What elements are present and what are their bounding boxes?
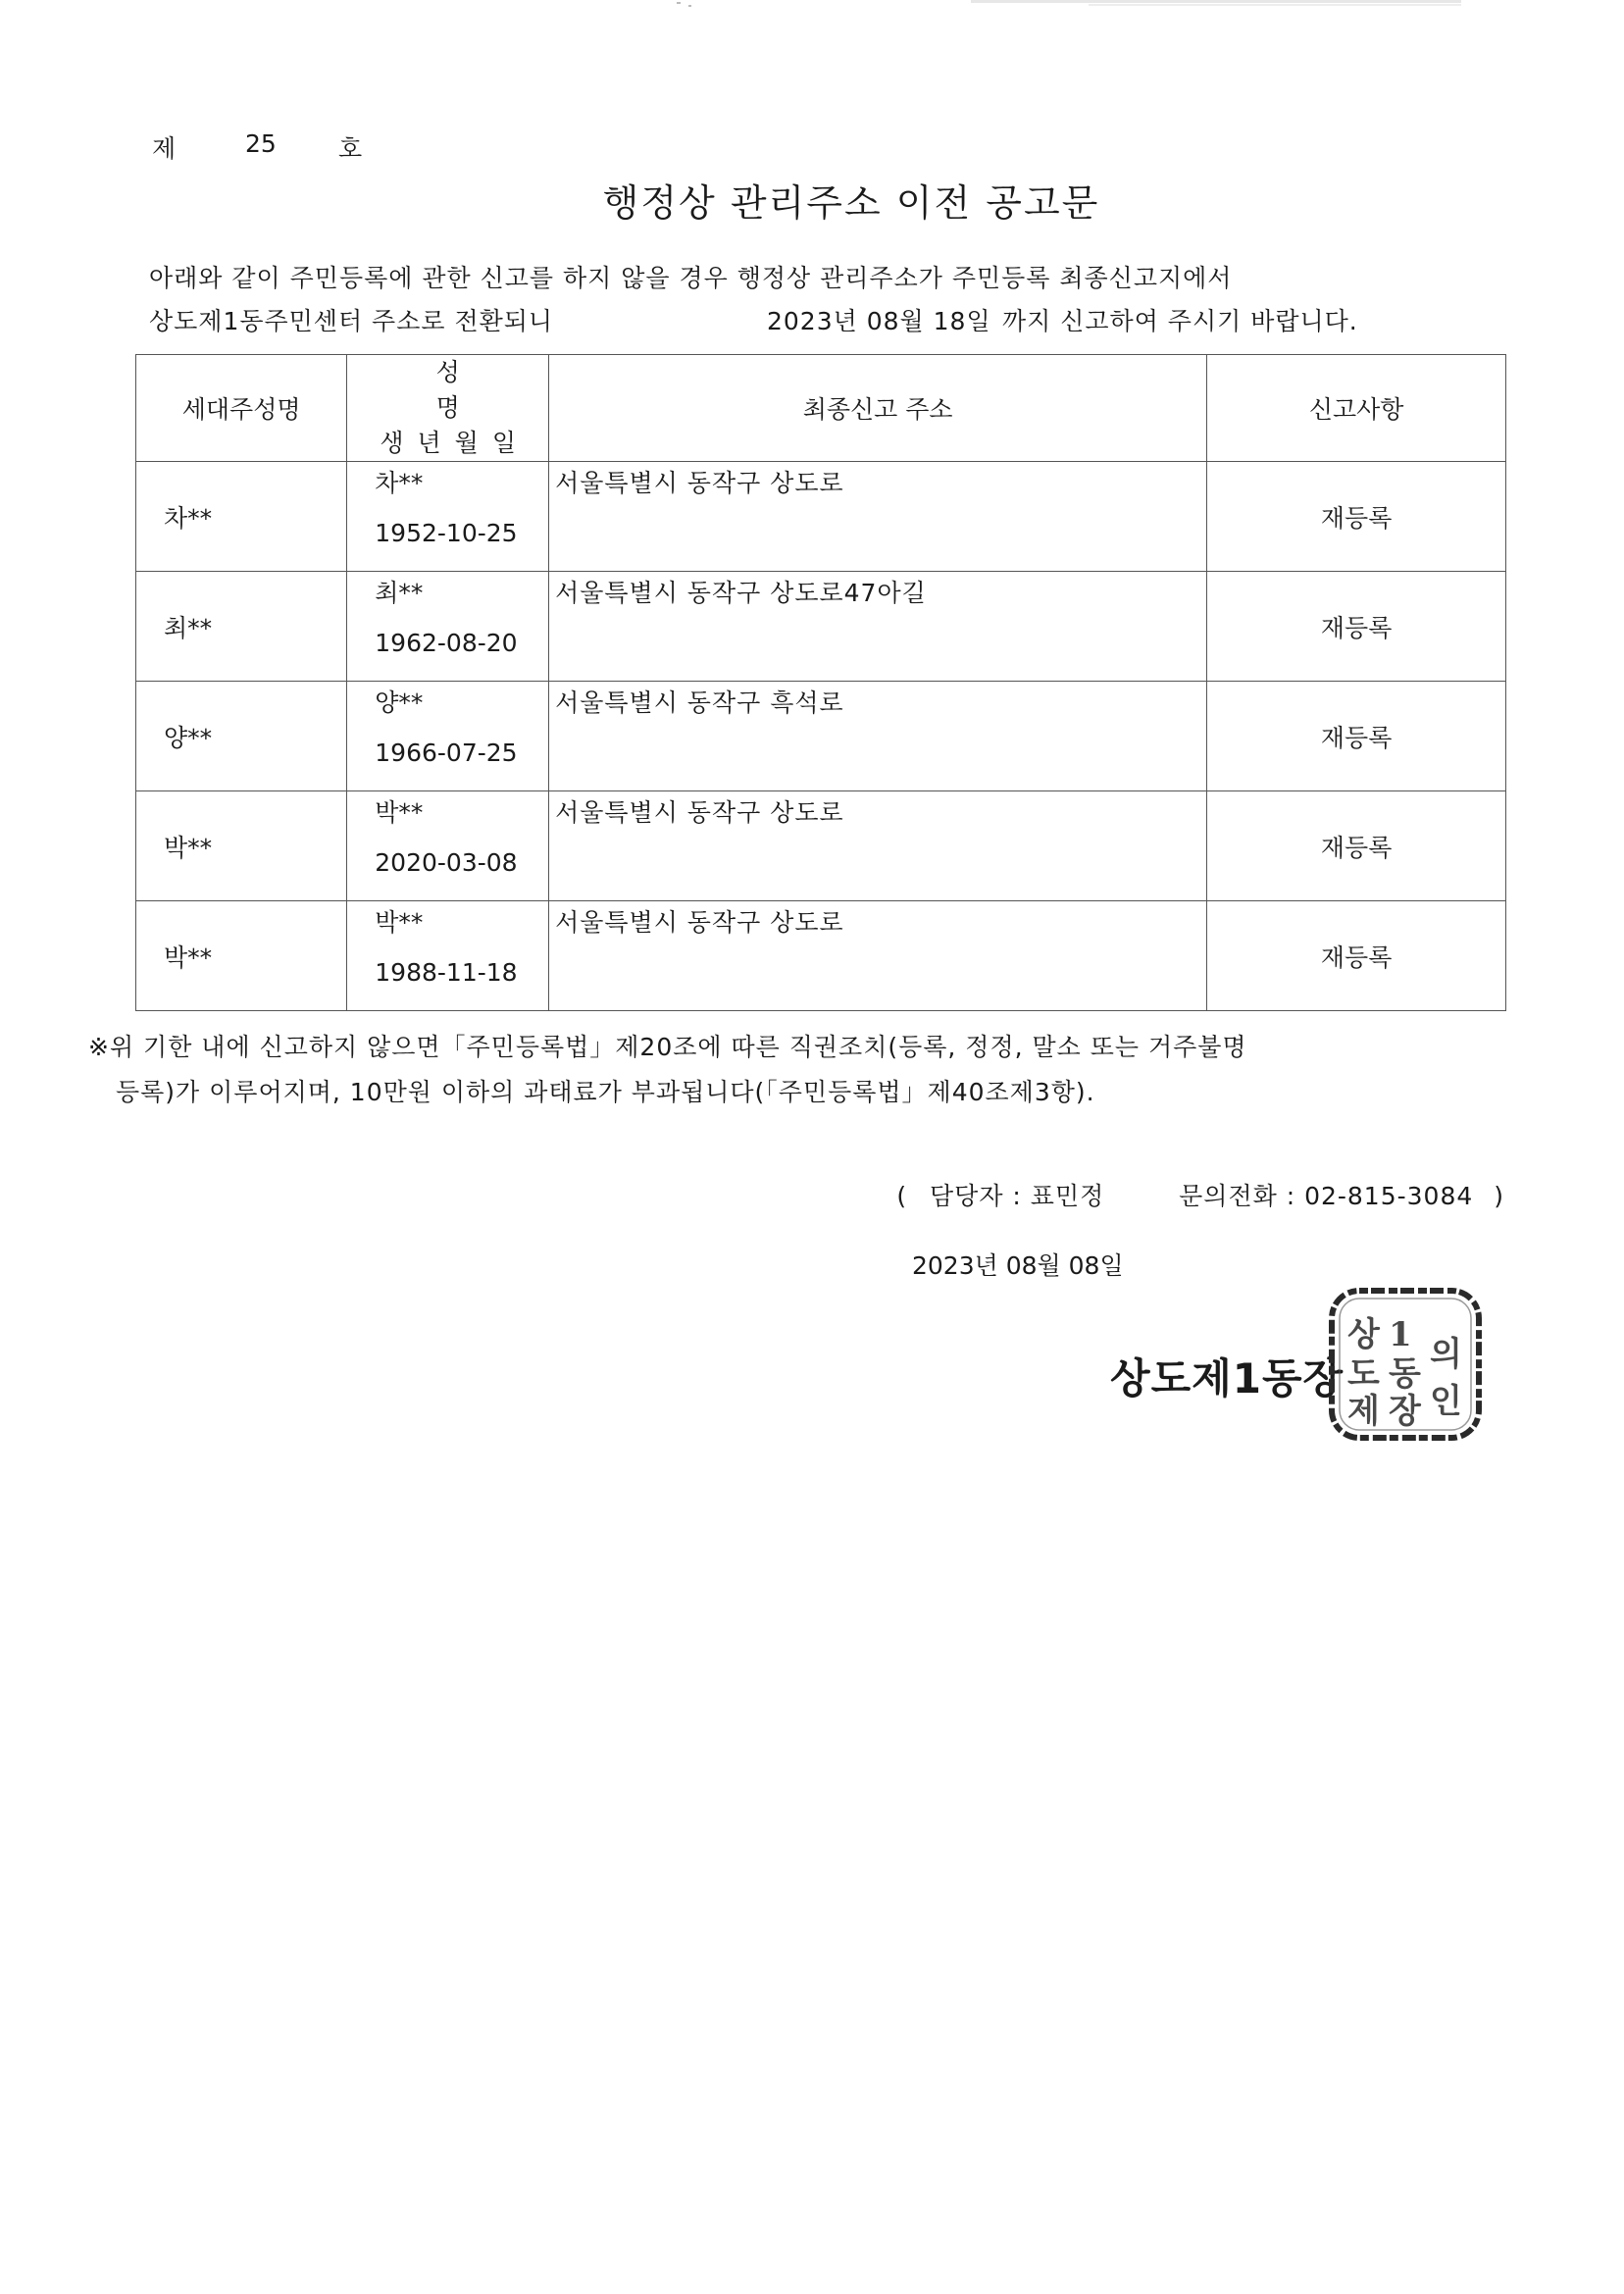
cell-dob: 1962-08-20 [375, 629, 518, 657]
penalty-footnote [88, 1025, 1247, 1115]
svg-text:의: 의 [1430, 1335, 1462, 1374]
contact-person: 담당자 : 표민정 [930, 1182, 1105, 1210]
cell-name: 박** [375, 798, 424, 827]
footnote-line-2: 등록)가 이루어지며, 10만원 이하의 과태료가 부과됩니다(「주민등록법」제40조제3항). [116, 1078, 1095, 1106]
footnote-line-1: ※위 기한 내에 신고하지 않으면「주민등록법」제20조에 따른 직권조치(등록, 정정, 말소 또는 거주불명 [88, 1033, 1247, 1061]
notice-table [135, 354, 1506, 1011]
document-title: 행정상 관리주소 이전 공고문 [602, 181, 1100, 225]
cell-name-dob [347, 901, 549, 1011]
svg-text:인: 인 [1430, 1382, 1462, 1421]
svg-text:제: 제 [1347, 1392, 1380, 1431]
cell-report: 재등록 [1207, 901, 1506, 1011]
header-report: 신고사항 [1207, 355, 1506, 462]
table-row [136, 572, 1506, 682]
intro-line-2 [149, 300, 1358, 343]
contact-close-paren: ) [1494, 1182, 1504, 1210]
contact-info [896, 1177, 1504, 1212]
cell-address-text: 서울특별시 동작구 상도로 [555, 798, 844, 827]
cell-report: 재등록 [1207, 572, 1506, 682]
table-row [136, 462, 1506, 572]
table-row [136, 791, 1506, 901]
cell-name: 양** [375, 688, 424, 717]
cell-address-text: 서울특별시 동작구 상도로47아길 [555, 579, 927, 607]
cell-name-dob [347, 462, 549, 572]
cell-address-text: 서울특별시 동작구 상도로 [555, 469, 844, 497]
svg-text:도: 도 [1347, 1354, 1380, 1394]
svg-text:상: 상 [1347, 1315, 1380, 1354]
signatory: 상도제1동장 [1110, 1354, 1345, 1402]
cell-name-dob [347, 791, 549, 901]
header-name: 성명 [435, 358, 531, 422]
intro-line-2-start: 상도제1동주민센터 주소로 전환되니 [149, 307, 554, 335]
cell-dob: 1952-10-25 [375, 519, 518, 547]
cell-dob: 2020-03-08 [375, 848, 518, 877]
doc-number-value: 25 [245, 129, 277, 158]
svg-text:장: 장 [1389, 1392, 1421, 1431]
svg-text:1: 1 [1389, 1315, 1412, 1354]
table-header-row [136, 355, 1506, 462]
doc-number-prefix: 제 [152, 134, 177, 163]
contact-phone: 문의전화 : 02-815-3084 [1179, 1182, 1474, 1210]
cell-address-text: 서울특별시 동작구 흑석로 [555, 688, 844, 717]
scan-artifact [677, 0, 1461, 14]
cell-household-head: 박** [136, 791, 347, 901]
cell-report: 재등록 [1207, 791, 1506, 901]
deadline-date: 2023년 08월 18일 [767, 307, 991, 335]
header-household-head: 세대주성명 [136, 355, 347, 462]
header-dob: 생년월일 [380, 429, 530, 457]
cell-name: 최** [375, 579, 424, 607]
cell-household-head: 차** [136, 462, 347, 572]
intro-line-2-end: 까지 신고하여 주시기 바랍니다. [1002, 307, 1358, 335]
cell-address [549, 682, 1207, 791]
cell-address [549, 901, 1207, 1011]
cell-address [549, 462, 1207, 572]
issue-date: 2023년 08월 08일 [912, 1251, 1124, 1280]
cell-report: 재등록 [1207, 682, 1506, 791]
document-number [152, 129, 362, 165]
intro-line-1: 아래와 같이 주민등록에 관한 신고를 하지 않을 경우 행정상 관리주소가 주민등록 최종신고지에서 [149, 264, 1233, 292]
cell-address-text: 서울특별시 동작구 상도로 [555, 908, 844, 937]
intro-paragraph [149, 257, 1358, 343]
header-name-dob [347, 355, 549, 462]
cell-report: 재등록 [1207, 462, 1506, 572]
contact-open-paren: ( [896, 1182, 908, 1210]
official-seal-icon [1324, 1283, 1487, 1446]
header-address: 최종신고 주소 [549, 355, 1207, 462]
cell-name-dob [347, 572, 549, 682]
cell-dob: 1966-07-25 [375, 739, 518, 767]
cell-name-dob [347, 682, 549, 791]
cell-household-head: 박** [136, 901, 347, 1011]
cell-name: 차** [375, 469, 424, 497]
cell-household-head: 최** [136, 572, 347, 682]
table-row [136, 901, 1506, 1011]
cell-dob: 1988-11-18 [375, 958, 518, 987]
cell-address [549, 572, 1207, 682]
cell-name: 박** [375, 908, 424, 937]
cell-household-head: 양** [136, 682, 347, 791]
cell-address [549, 791, 1207, 901]
table-row [136, 682, 1506, 791]
svg-text:동: 동 [1389, 1354, 1421, 1394]
doc-number-suffix: 호 [338, 134, 363, 163]
